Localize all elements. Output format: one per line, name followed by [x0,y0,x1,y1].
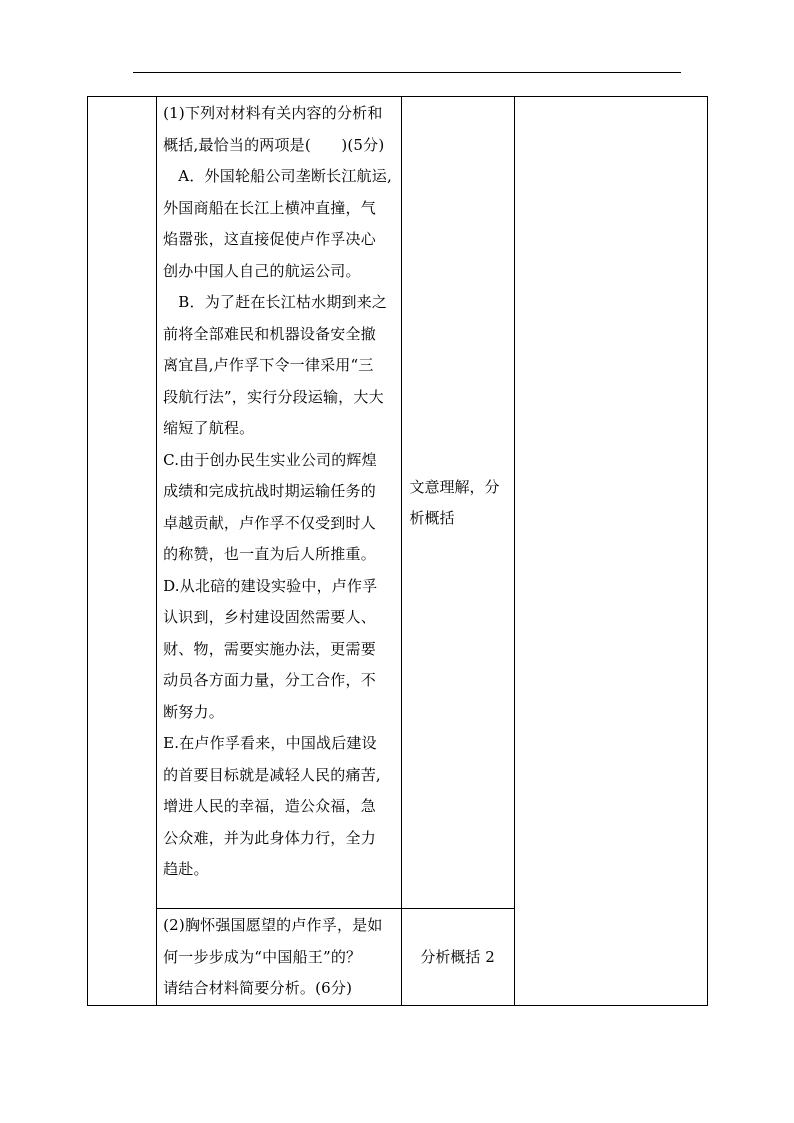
question-1-line: 成绩和完成抗战时期运输任务的 [163,482,376,500]
question-1-text [157,97,400,886]
ability-1-cell [401,97,514,909]
question-2-cell [157,909,401,1006]
question-1-line: 公众难，并为此身体力行，全力 [163,828,376,847]
blank-right-cell [514,97,707,1006]
question-1-line: 概括,最恰当的两项是( )(5分) [163,135,385,154]
question-2-text [157,909,400,1005]
blank-left-cell [88,97,157,1006]
question-1-cell [157,97,401,909]
question-1-line: E.在卢作孚看来，中国战后建设 [163,734,377,752]
ability-1-line: 文意理解，分 [409,477,500,496]
ability-2-text: 分析概括 2 [420,948,495,967]
question-1-line: 前将全部难民和机器设备安全撤 [163,324,376,343]
question-1-line: 财、物，需要实施办法，更需要 [163,639,376,658]
question-1-line: D.从北碚的建设实验中，卢作孚 [163,576,378,595]
question-1-line: B．为了赶在长江枯水期到来之 [163,293,388,311]
ability-2-cell [401,909,514,1006]
question-2-line: 何一步步成为“中国船王”的？ [163,947,362,966]
question-1-line: A．外国轮船公司垄断长江航运, [163,167,392,185]
question-1-line: 的称赞，也一直为后人所推重。 [163,545,376,563]
question-1-line: 焰嚣张，这直接促使卢作孚决心 [163,230,376,248]
question-1-line: 外国商船在长江上横冲直撞，气 [163,198,376,217]
question-1-line: 趋赴。 [163,860,209,878]
question-2-line: 请结合材料简要分析。(6分) [163,979,353,997]
question-1-line: 认识到，乡村建设固然需要人、 [163,608,376,626]
question-1-line: 段航行法”，实行分段运输，大大 [163,387,384,406]
question-1-line: 断努力。 [163,702,224,721]
question-1-line: 卓越贡献，卢作孚不仅受到时人 [163,513,376,532]
ability-1-line: 析概括 [409,508,455,527]
question-1-line: 动员各方面力量，分工合作，不 [163,671,376,689]
question-1-line: 离宜昌,卢作孚下令一律采用“三 [163,356,374,374]
question-table [87,96,708,1006]
question-1-line: 的首要目标就是减轻人民的痛苦, [163,765,381,784]
header-rule [133,72,681,73]
question-1-line: 缩短了航程。 [163,419,255,437]
question-1-line: C.由于创办民生实业公司的辉煌 [163,450,377,469]
question-1-line: (1)下列对材料有关内容的分析和 [163,104,383,122]
question-1-line: 创办中国人自己的航运公司。 [163,261,361,280]
question-1-row [88,97,708,909]
question-2-line: (2)胸怀强国愿望的卢作孚，是如 [163,916,383,934]
question-1-line: 增进人民的幸福，造公众福，急 [163,797,376,815]
ability-1-text [402,472,514,534]
